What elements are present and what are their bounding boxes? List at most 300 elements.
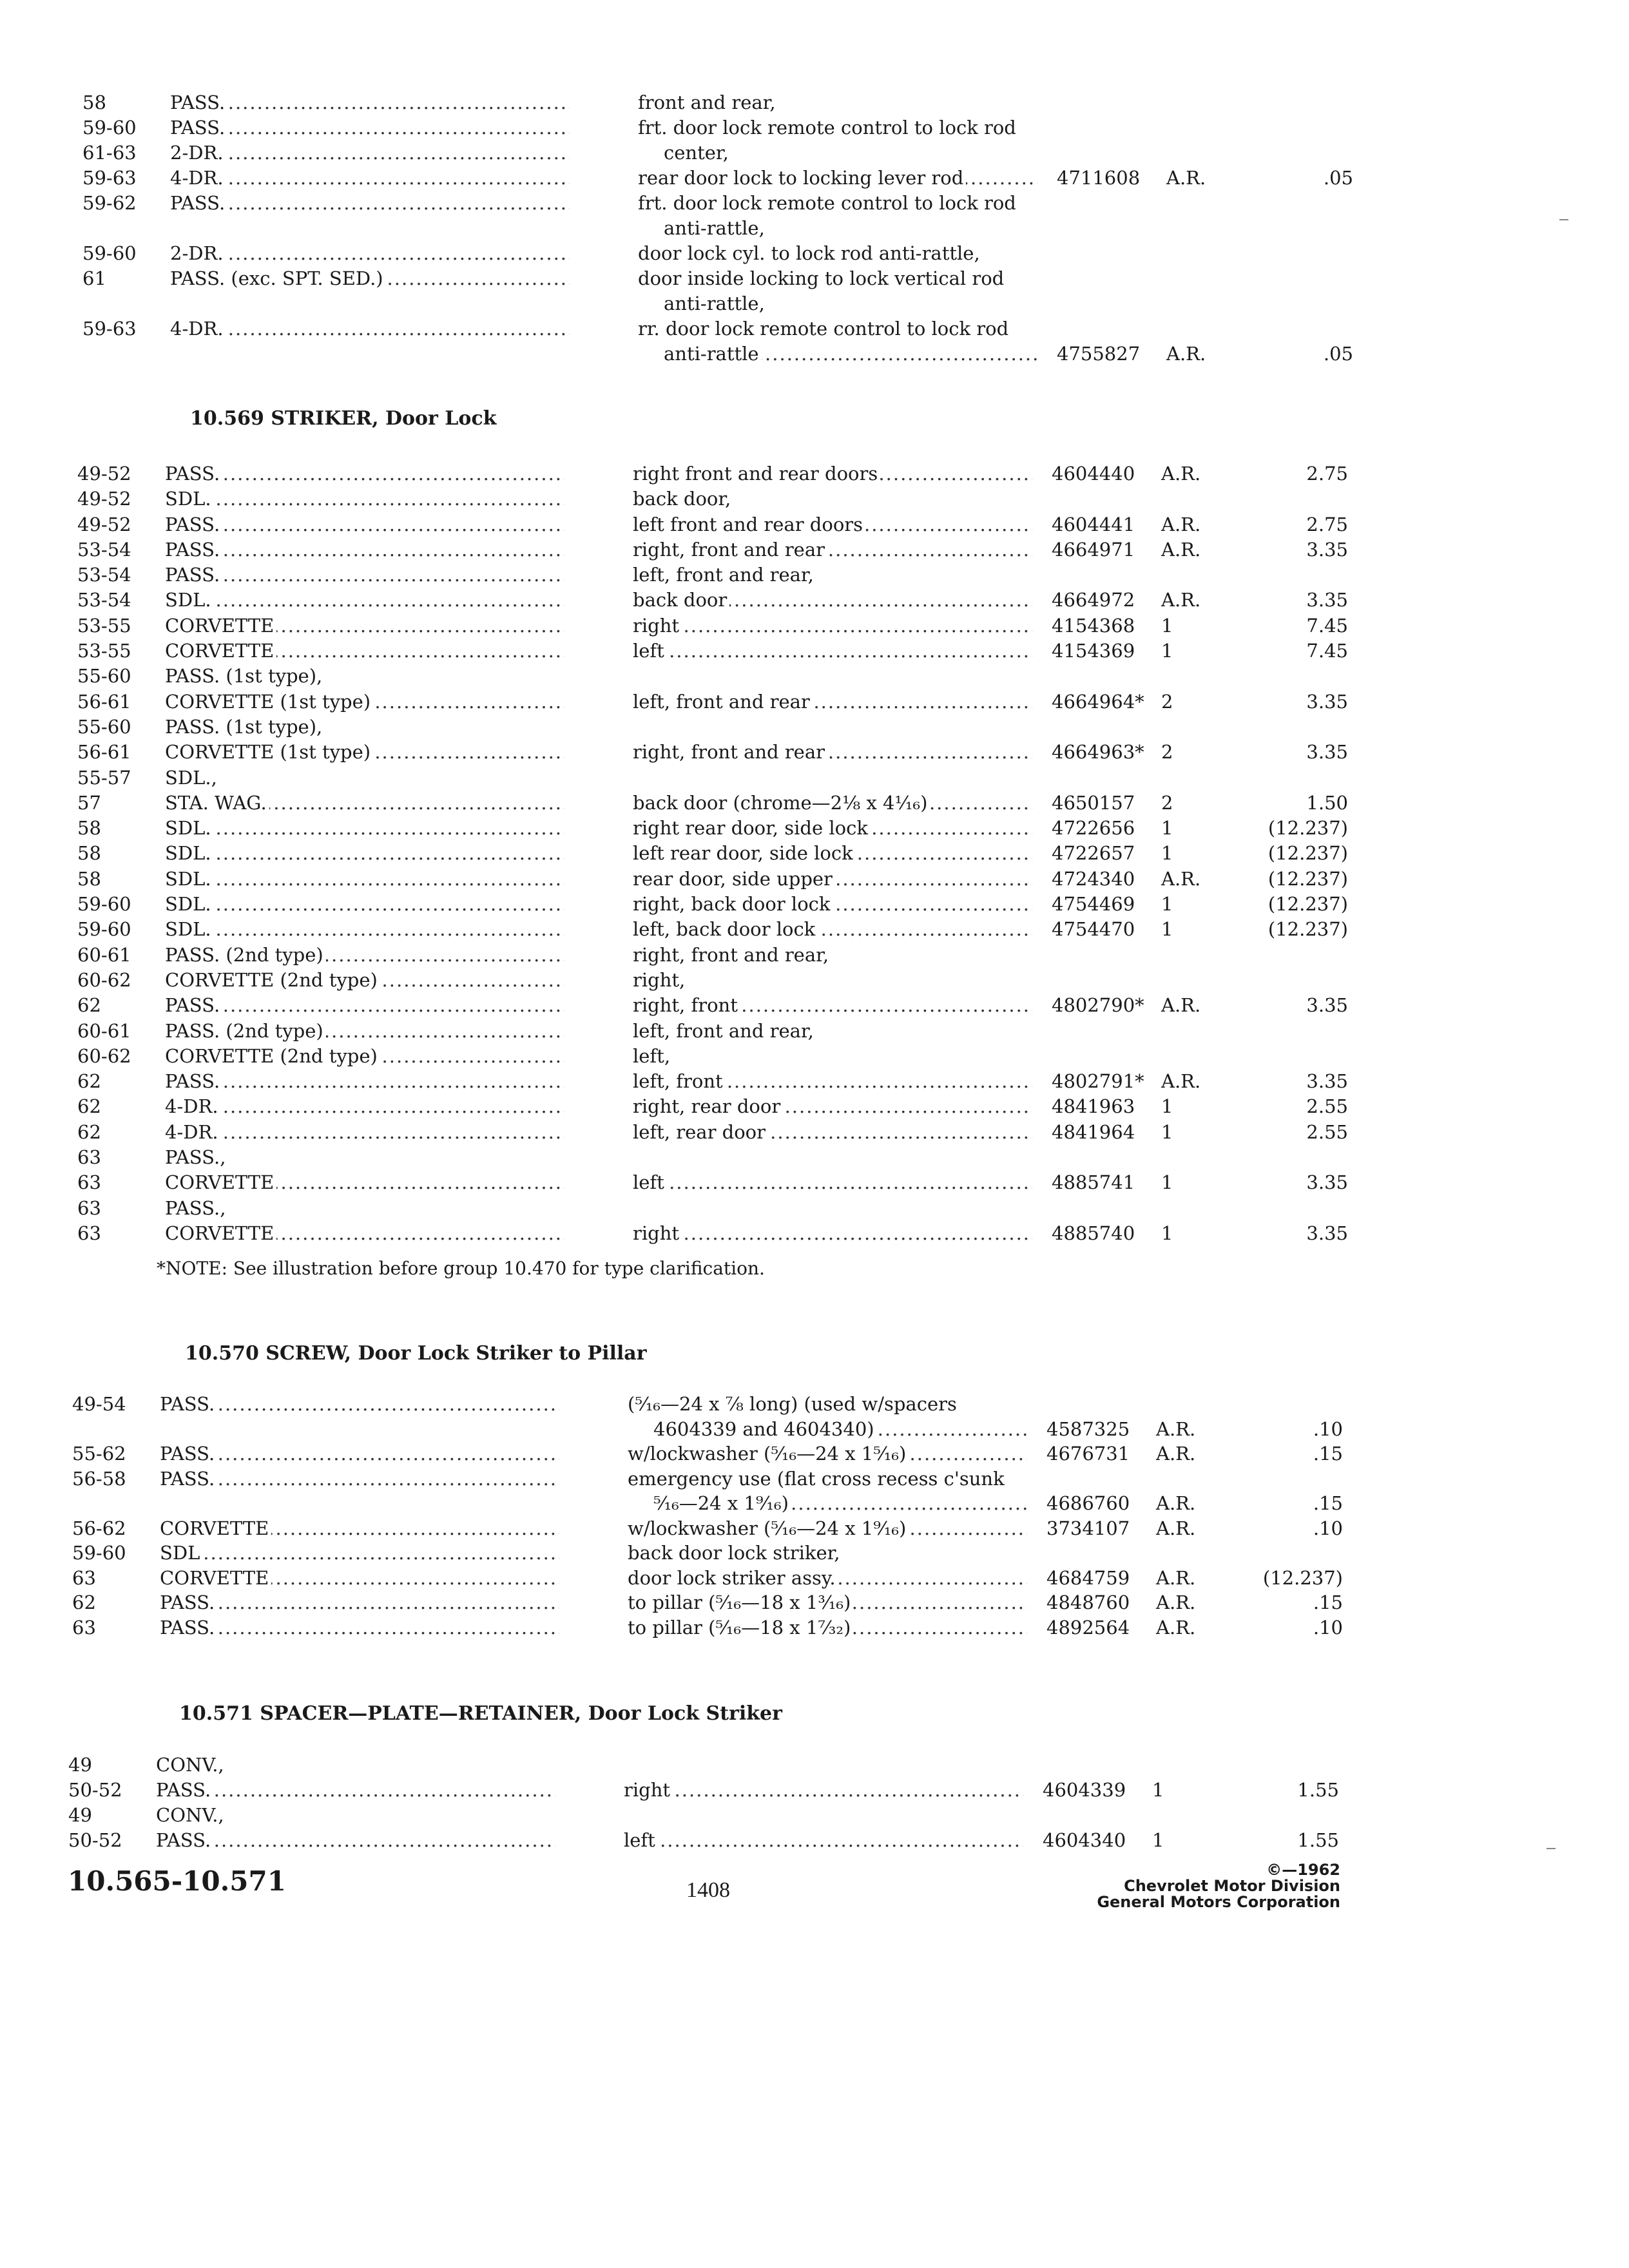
model-cell	[165, 1120, 564, 1145]
description-text: left, back door lock	[633, 918, 818, 940]
table-row	[0, 191, 1629, 216]
description-cell	[638, 191, 1037, 216]
year-cell: 50-52	[68, 1829, 122, 1851]
year-cell: 49-54	[72, 1393, 126, 1415]
quantity-cell: A.R.	[1156, 1443, 1196, 1465]
description-cell	[624, 1778, 1023, 1803]
description-text: right, front and rear	[633, 539, 827, 561]
model-text: PASS.	[156, 1829, 213, 1851]
year-cell: 60-62	[77, 1044, 131, 1067]
model-cell	[170, 241, 570, 266]
part-number-cell: 4848760	[1046, 1591, 1130, 1613]
part-number-cell: 4604441	[1052, 513, 1135, 535]
model-cell	[165, 1196, 564, 1221]
model-text: CONV.,	[156, 1804, 227, 1826]
price-cell: 3.35	[1306, 538, 1348, 561]
quantity-cell: 1	[1161, 817, 1173, 840]
quantity-cell: A.R.	[1161, 1070, 1201, 1093]
model-cell	[160, 1516, 559, 1541]
part-number-cell: 4604440	[1052, 463, 1135, 485]
model-cell	[165, 461, 564, 486]
year-cell: 49	[68, 1804, 92, 1826]
part-number-cell: 4892564	[1046, 1616, 1130, 1639]
model-text: PASS.	[165, 539, 222, 561]
table-row	[0, 613, 1629, 639]
year-cell: 60-62	[77, 968, 131, 991]
description-text: rr. door lock remote control to lock rod	[638, 318, 1011, 340]
description-text: ⁵⁄₁₆—24 x 1⁹⁄₁₆)	[653, 1492, 791, 1514]
table-row	[0, 664, 1629, 689]
model-text: PASS.	[170, 192, 227, 214]
description-text: right front and rear doors	[633, 463, 880, 485]
description-cell	[664, 140, 1037, 166]
year-cell: 50-52	[68, 1779, 122, 1801]
description-cell	[633, 740, 1032, 765]
part-number-cell: 4684759	[1046, 1566, 1130, 1589]
description-cell	[633, 1221, 1032, 1246]
model-text: PASS.	[165, 994, 222, 1016]
table-row	[0, 1803, 1629, 1828]
description-cell	[633, 1170, 1032, 1195]
description-cell	[633, 512, 1032, 537]
table-row	[0, 537, 1629, 562]
description-text: emergency use (flat cross recess c'sunk	[628, 1468, 1007, 1490]
model-cell	[170, 90, 570, 115]
year-cell: 53-54	[77, 564, 131, 586]
year-cell: 61-63	[82, 142, 137, 164]
description-cell	[633, 892, 1032, 917]
part-number-cell: 4885741	[1052, 1171, 1135, 1194]
description-text: right, front and rear	[633, 741, 827, 763]
description-text: left rear door, side lock	[633, 842, 856, 864]
year-cell: 62	[77, 994, 101, 1017]
table-row	[0, 588, 1629, 613]
description-cell	[633, 1094, 1032, 1119]
table-row	[0, 1221, 1629, 1246]
description-cell	[633, 943, 1032, 968]
table-row	[0, 867, 1629, 892]
model-text: 2-DR.	[170, 242, 226, 264]
model-cell	[165, 1069, 564, 1094]
model-text: CORVETTE (2nd type)	[165, 1045, 380, 1067]
model-cell	[160, 1441, 559, 1466]
model-cell	[165, 740, 564, 765]
model-text: PASS.	[165, 1070, 222, 1092]
price-cell: 2.55	[1306, 1120, 1348, 1143]
table-row	[0, 115, 1629, 140]
part-number-cell: 4711608	[1057, 167, 1141, 189]
description-text: right	[633, 1222, 682, 1244]
price-cell: 1.50	[1306, 791, 1348, 814]
part-number-cell: 4604340	[1043, 1829, 1126, 1851]
description-text: left, front and rear,	[633, 1020, 816, 1042]
description-text: back door lock striker,	[628, 1542, 843, 1564]
part-number-cell: 4722656	[1052, 817, 1135, 840]
description-text: right, front and rear,	[633, 944, 831, 966]
model-text: PASS.	[165, 564, 222, 586]
description-cell	[638, 166, 1037, 191]
model-text: SDL.	[165, 817, 214, 839]
division: Chevrolet Motor Division	[1124, 1877, 1340, 1895]
model-cell	[165, 1019, 564, 1044]
price-cell: 3.35	[1306, 589, 1348, 611]
model-text: PASS.,	[165, 1146, 228, 1168]
table-row	[0, 316, 1629, 341]
part-number-cell: 4664972	[1052, 589, 1135, 611]
description-text: 4604339 and 4604340)	[653, 1418, 877, 1440]
model-cell	[165, 993, 564, 1018]
model-text: PASS.	[160, 1393, 217, 1415]
table-row	[0, 639, 1629, 664]
section-striker-door-lock	[0, 461, 1629, 1246]
quantity-cell: 1	[1161, 1171, 1173, 1194]
year-cell: 49-52	[77, 463, 131, 485]
quantity-cell: A.R.	[1156, 1492, 1196, 1514]
description-cell	[628, 1516, 1027, 1541]
model-cell	[170, 191, 570, 216]
table-row	[0, 512, 1629, 537]
part-number-cell: 4754470	[1052, 918, 1135, 941]
price-cell: .10	[1313, 1517, 1343, 1539]
description-text: right, back door lock	[633, 893, 833, 915]
part-number-cell: 4754469	[1052, 893, 1135, 916]
table-row	[0, 892, 1629, 917]
model-text: CORVETTE (2nd type)	[165, 969, 380, 991]
description-text: anti-rattle	[664, 343, 762, 365]
model-text: CORVETTE (1st type)	[165, 741, 373, 763]
quantity-cell: 1	[1161, 1095, 1173, 1118]
description-cell	[633, 1120, 1032, 1145]
part-number-cell: 4885740	[1052, 1222, 1135, 1244]
heading-10-571: 10.571 SPACER—PLATE—RETAINER, Door Lock Striker	[179, 1702, 782, 1725]
section-screw-striker-pillar	[0, 1392, 1629, 1640]
table-row	[0, 1615, 1629, 1640]
description-text: left	[633, 1171, 667, 1193]
description-text: left, front and rear	[633, 691, 813, 713]
year-cell: 53-55	[77, 614, 131, 637]
description-text: left, rear door	[633, 1121, 768, 1143]
year-cell: 58	[77, 867, 101, 890]
year-cell: 53-54	[77, 538, 131, 561]
table-row	[0, 1516, 1629, 1541]
model-cell	[170, 291, 570, 316]
quantity-cell: A.R.	[1156, 1591, 1196, 1613]
table-row	[0, 461, 1629, 486]
year-cell: 59-63	[82, 167, 137, 189]
price-cell: (12.237)	[1268, 893, 1348, 916]
model-cell	[165, 512, 564, 537]
part-number-cell: 4650157	[1052, 791, 1135, 814]
model-cell	[160, 1541, 559, 1566]
description-text: right,	[633, 969, 688, 991]
model-cell	[165, 562, 564, 588]
model-text: SDL.	[165, 842, 214, 864]
year-cell: 58	[77, 842, 101, 865]
description-cell	[633, 537, 1032, 562]
heading-10-569: 10.569 STRIKER, Door Lock	[190, 407, 497, 430]
model-cell	[165, 867, 564, 892]
heading-10-570: 10.570 SCREW, Door Lock Striker to Pillar	[185, 1342, 647, 1365]
model-text	[170, 293, 173, 314]
table-row	[0, 291, 1629, 316]
description-cell	[633, 1145, 1032, 1170]
quantity-cell: 2	[1161, 791, 1173, 814]
year-cell: 53-54	[77, 589, 131, 611]
type-note: *NOTE: See illustration before group 10.470 for type clarification.	[157, 1258, 765, 1279]
model-cell	[165, 613, 564, 639]
model-text: PASS.	[165, 514, 222, 535]
description-text: left	[624, 1829, 658, 1851]
year-cell: 59-60	[77, 918, 131, 941]
price-cell: 7.45	[1306, 640, 1348, 662]
part-number-cell: 4841963	[1052, 1095, 1135, 1118]
quantity-cell: 1	[1161, 640, 1173, 662]
table-row	[0, 1019, 1629, 1044]
table-row	[0, 1491, 1629, 1516]
model-text: SDL	[160, 1542, 202, 1564]
quantity-cell: A.R.	[1166, 343, 1206, 365]
model-text: CORVETTE	[165, 615, 276, 637]
model-text: PASS. (1st type),	[165, 665, 325, 687]
year-cell: 58	[77, 817, 101, 840]
model-text: PASS.	[160, 1591, 217, 1613]
description-cell	[633, 1069, 1032, 1094]
quantity-cell: 1	[1161, 614, 1173, 637]
model-text: PASS.	[160, 1468, 217, 1490]
page-number: 1408	[686, 1878, 730, 1902]
description-cell	[653, 1491, 1027, 1516]
description-cell	[633, 791, 1032, 816]
model-text: PASS.	[170, 117, 227, 139]
part-number-cell: 4664971	[1052, 538, 1135, 561]
model-text: PASS.	[156, 1779, 213, 1801]
description-cell	[633, 461, 1032, 486]
description-text: right, front	[633, 994, 740, 1016]
model-text: PASS.	[170, 91, 227, 113]
quantity-cell: A.R.	[1156, 1616, 1196, 1639]
model-cell	[160, 1566, 559, 1591]
model-cell	[156, 1828, 555, 1853]
group-range: 10.565-10.571	[68, 1865, 286, 1897]
year-cell: 56-61	[77, 690, 131, 713]
description-text: frt. door lock remote control to lock rod	[638, 192, 1019, 214]
description-cell	[633, 689, 1032, 715]
part-number-cell: 4722657	[1052, 842, 1135, 865]
scan-mark	[1547, 1848, 1556, 1849]
year-cell: 61	[82, 267, 106, 289]
model-cell	[165, 841, 564, 866]
model-text	[170, 343, 173, 365]
price-cell: (12.237)	[1268, 842, 1348, 865]
part-number-cell: 4755827	[1057, 343, 1141, 365]
description-text: back door	[633, 589, 729, 611]
table-row	[0, 166, 1629, 191]
price-cell: 3.35	[1306, 994, 1348, 1017]
description-text: rear door, side upper	[633, 868, 835, 890]
part-number-cell: 4664964*	[1052, 690, 1144, 713]
quantity-cell: A.R.	[1161, 589, 1201, 611]
description-text: right	[624, 1779, 673, 1801]
year-cell: 62	[72, 1591, 96, 1613]
model-text: 4-DR.	[170, 167, 226, 189]
model-cell	[160, 1590, 559, 1615]
description-cell	[633, 841, 1032, 866]
year-cell: 63	[77, 1146, 101, 1169]
model-cell	[170, 140, 570, 166]
part-number-cell: 3734107	[1046, 1517, 1130, 1539]
description-text: left front and rear doors	[633, 514, 865, 535]
year-cell: 57	[77, 791, 101, 814]
price-cell: 3.35	[1306, 1070, 1348, 1093]
description-text: front and rear,	[638, 91, 778, 113]
part-number-cell: 4664963*	[1052, 741, 1144, 764]
price-cell: .05	[1323, 167, 1353, 189]
year-cell: 55-60	[77, 715, 131, 738]
table-row	[0, 1566, 1629, 1591]
description-cell	[633, 664, 1032, 689]
price-cell: (12.237)	[1268, 867, 1348, 890]
quantity-cell: A.R.	[1161, 867, 1201, 890]
year-cell: 60-61	[77, 1019, 131, 1042]
model-cell	[165, 892, 564, 917]
model-cell	[165, 486, 564, 512]
table-row	[0, 765, 1629, 791]
description-cell	[633, 588, 1032, 613]
copyright: ©—1962	[1266, 1861, 1340, 1879]
model-cell	[170, 316, 570, 341]
model-cell	[160, 1466, 559, 1492]
model-cell	[165, 588, 564, 613]
description-text: door lock cyl. to lock rod anti-rattle,	[638, 242, 983, 264]
table-row	[0, 968, 1629, 993]
price-cell: .05	[1323, 343, 1353, 365]
quantity-cell: 1	[1161, 893, 1173, 916]
quantity-cell: A.R.	[1156, 1566, 1196, 1589]
description-cell	[633, 917, 1032, 942]
year-cell: 55-62	[72, 1443, 126, 1465]
quantity-cell: 1	[1161, 842, 1173, 865]
quantity-cell: 1	[1152, 1829, 1164, 1851]
quantity-cell: 2	[1161, 690, 1173, 713]
year-cell: 59-63	[82, 318, 137, 340]
description-cell	[624, 1803, 1023, 1828]
model-cell	[170, 216, 570, 241]
description-text: center,	[664, 142, 731, 164]
table-row	[0, 715, 1629, 740]
description-cell	[664, 291, 1037, 316]
quantity-cell: 1	[1152, 1779, 1164, 1801]
table-row	[0, 1541, 1629, 1566]
model-text: 4-DR.	[165, 1095, 221, 1117]
model-cell	[165, 1044, 564, 1069]
table-row	[0, 841, 1629, 866]
description-cell	[633, 1019, 1032, 1044]
year-cell: 62	[77, 1120, 101, 1143]
year-cell: 63	[77, 1171, 101, 1194]
description-text	[633, 767, 635, 789]
year-cell: 63	[72, 1616, 96, 1639]
year-cell: 58	[82, 91, 106, 113]
year-cell: 49-52	[77, 513, 131, 535]
model-text: CORVETTE	[165, 1171, 276, 1193]
price-cell: 1.55	[1297, 1829, 1339, 1851]
quantity-cell: A.R.	[1161, 463, 1201, 485]
year-cell: 63	[77, 1222, 101, 1244]
description-cell	[628, 1615, 1027, 1640]
description-text: anti-rattle,	[664, 293, 767, 314]
year-cell: 60-61	[77, 943, 131, 966]
price-cell: 3.35	[1306, 1171, 1348, 1194]
table-row	[0, 917, 1629, 942]
price-cell: 2.55	[1306, 1095, 1348, 1118]
description-text: left, front	[633, 1070, 726, 1092]
price-cell: 3.35	[1306, 1222, 1348, 1244]
model-cell	[165, 1145, 564, 1170]
year-cell: 53-55	[77, 640, 131, 662]
quantity-cell: A.R.	[1161, 513, 1201, 535]
description-text: (⁵⁄₁₆—24 x ⅞ long) (used w/spacers	[628, 1393, 959, 1415]
part-number-cell: 4676731	[1046, 1443, 1130, 1465]
description-text: right rear door, side lock	[633, 817, 871, 839]
price-cell: .10	[1313, 1418, 1343, 1440]
description-text: left	[633, 640, 667, 662]
quantity-cell: 1	[1161, 918, 1173, 941]
price-cell: 7.45	[1306, 614, 1348, 637]
description-text: left,	[633, 1045, 673, 1067]
year-cell: 63	[77, 1196, 101, 1219]
year-cell: 56-62	[72, 1517, 126, 1539]
model-cell	[160, 1615, 559, 1640]
model-text: SDL.	[165, 589, 214, 611]
scan-mark	[1559, 219, 1568, 220]
table-row	[0, 1753, 1629, 1778]
model-cell	[170, 166, 570, 191]
model-text: PASS.	[160, 1617, 217, 1639]
model-text: STA. WAG.	[165, 792, 269, 814]
model-text: PASS.,	[165, 1197, 228, 1219]
price-cell: .15	[1313, 1591, 1343, 1613]
model-text	[160, 1492, 162, 1514]
description-text: w/lockwasher (⁵⁄₁₆—24 x 1⁹⁄₁₆)	[628, 1517, 909, 1539]
year-cell: 59-60	[72, 1542, 126, 1564]
part-number-cell: 4154369	[1052, 640, 1135, 662]
model-cell	[160, 1392, 559, 1417]
corporation: General Motors Corporation	[1097, 1893, 1340, 1911]
table-row	[0, 993, 1629, 1018]
price-cell: .15	[1313, 1443, 1343, 1465]
model-text: PASS. (2nd type)	[165, 944, 326, 966]
model-text: 4-DR.	[165, 1121, 221, 1143]
model-text: PASS. (1st type),	[165, 716, 325, 738]
table-row	[0, 1466, 1629, 1492]
model-cell	[160, 1491, 559, 1516]
table-row	[0, 1145, 1629, 1170]
model-text: SDL.,	[165, 767, 220, 789]
description-cell	[638, 316, 1037, 341]
part-number-cell: 4154368	[1052, 614, 1135, 637]
model-cell	[156, 1753, 555, 1778]
description-text: right, rear door	[633, 1095, 783, 1117]
price-cell: (12.237)	[1268, 918, 1348, 941]
year-cell: 59-62	[82, 192, 137, 214]
description-cell	[633, 816, 1032, 841]
part-number-cell: 4841964	[1052, 1120, 1135, 1143]
year-cell: 49-52	[77, 488, 131, 510]
model-text: CORVETTE	[160, 1567, 271, 1589]
description-text: to pillar (⁵⁄₁₆—18 x 1³⁄₁₆)	[628, 1591, 853, 1613]
table-row	[0, 1441, 1629, 1466]
part-number-cell: 4587325	[1046, 1418, 1130, 1440]
